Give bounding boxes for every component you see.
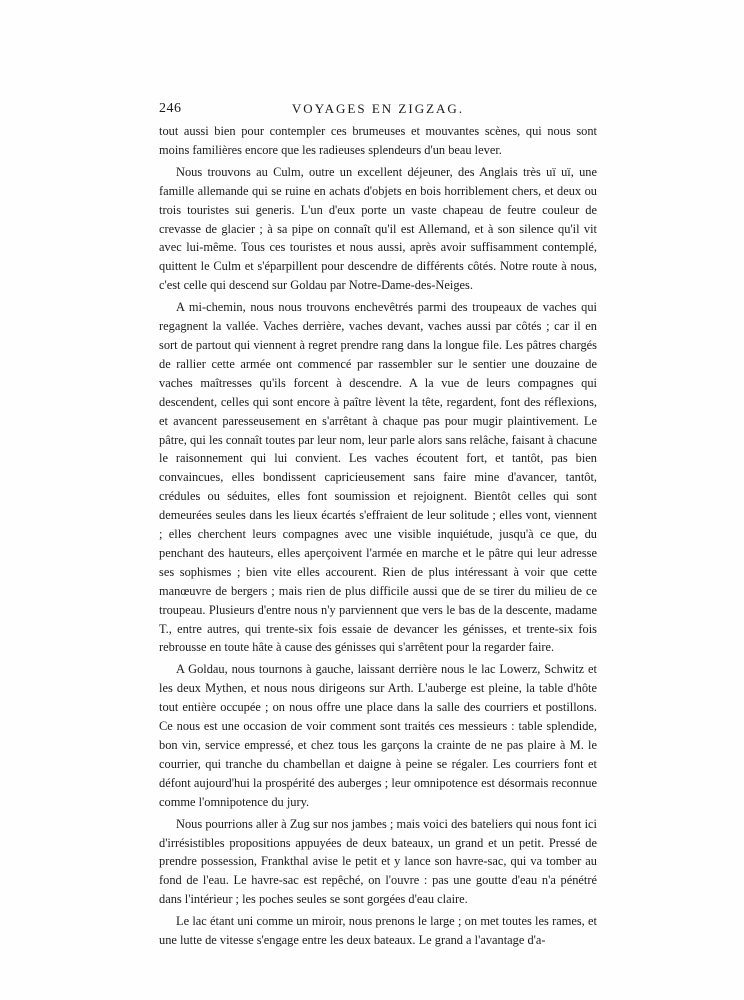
paragraph: Le lac étant uni comme un miroir, nous prenons le large ; on met toutes les rames, et une lutte de vitesse s'engage entre les deux bateaux. Le grand a l'avantage d'a-	[159, 914, 597, 948]
running-head: VOYAGES EN ZIGZAG.	[291, 101, 465, 116]
page-header	[159, 101, 597, 121]
page-number: 246	[159, 101, 182, 116]
body-text	[159, 122, 597, 950]
paragraph: A Goldau, nous tournons à gauche, laissant derrière nous le lac Lowerz, Schwitz et les deux Mythen, et nous nous dirigeons sur Arth. L'auberge est pleine, la table d'hôte tout entière occupée ; on nous offre une place dans la salle des courriers et postillons. Ce nous est une occasion de voir comment sont traités ces messieurs : table splendide, bon vin, service empressé, et chez tous les garçons la crainte de ne pas plaire à M. le courrier, qui tranche du chambellan et daigne à peine se régaler. Les courriers font et défont aujourd'hui la prospérité des auberges ; leur omnipotence est désormais reconnue comme l'omnipotence du jury.	[159, 662, 597, 809]
paragraph: tout aussi bien pour contempler ces brumeuses et mouvantes scènes, qui nous sont moins familières encore que les radieuses splendeurs d'un beau lever.	[159, 124, 597, 157]
paragraph: A mi-chemin, nous nous trouvons enchevêtrés parmi des troupeaux de vaches qui regagnent la vallée. Vaches derrière, vaches devant, vaches aussi par côtés ; car il en sort de partout qui viennent à regret prendre rang dans la longue file. Les pâtres chargés de rallier cette armée ont commencé par rassembler sur le sentier une douzaine de vaches maîtresses qu'ils forcent à descendre. A la vue de leurs compagnes qui descendent, celles qui sont encore à paître lèvent la tête, regardent, font des réflexions, et avancent paresseusement en s'arrêtant à chaque pas pour mugir plaintivement. Le pâtre, qui les connaît toutes par leur nom, leur parle alors sans relâche, faisant à chacune le raisonnement qui lui convient. Les vaches écoutent fort, et tantôt, pas bien convaincues, elles bondissent capricieusement sans faire mine d'avancer, tantôt, crédules ou séduites, elles font soumission et rejoignent. Bientôt celles qui sont demeurées seules dans les lieux écartés s'effraient de leur solitude ; elles vont, viennent ; elles cherchent leurs compagnes avec une visible inquiétude, jusqu'à ce que, du penchant des hauteurs, elles aperçoivent l'armée en marche et le pâtre qui leur adresse ses sophismes ; bien vite elles accourent. Rien de plus intéressant à voir que cette manœuvre de bergers ; mais rien de plus difficile aussi que de se tirer du milieu de ce troupeau. Plusieurs d'entre nous n'y parviennent que vers le bas de la descente, madame T., entre autres, qui trente-six fois essaie de devancer les génisses, et trente-six fois rebrousse en toute hâte à cause des génisses qui s'arrêtent pour la regarder faire.	[159, 300, 597, 655]
paragraph: Nous pourrions aller à Zug sur nos jambes ; mais voici des bateliers qui nous font ici d'irrésistibles propositions appuyées de deux bateaux, un grand et un petit. Pressé de prendre possession, Frankthal avise le petit et y lance son havre-sac, qui va tomber au fond de l'eau. Le havre-sac est repêché, on l'ouvre : pas une goutte d'eau n'a pénétré dans l'intérieur ; les poches seules se sont gorgées d'eau claire.	[159, 816, 597, 907]
paragraph: Nous trouvons au Culm, outre un excellent déjeuner, des Anglais très uï uï, une famille allemande qui se ruine en achats d'objets en bois horriblement chers, et deux ou trois touristes sui generis. L'un d'eux porte un vaste chapeau de feutre couleur de crevasse de glacier ; à sa pipe on connaît qu'il est Allemand, et à son silence qu'il vit avec lui-même. Tous ces touristes et nous aussi, après avoir suffisamment contemplé, quittent le Culm et s'éparpillent pour descendre de différents côtés. Notre route à nous, c'est celle qui descend sur Goldau par Notre-Dame-des-Neiges.	[159, 164, 597, 293]
